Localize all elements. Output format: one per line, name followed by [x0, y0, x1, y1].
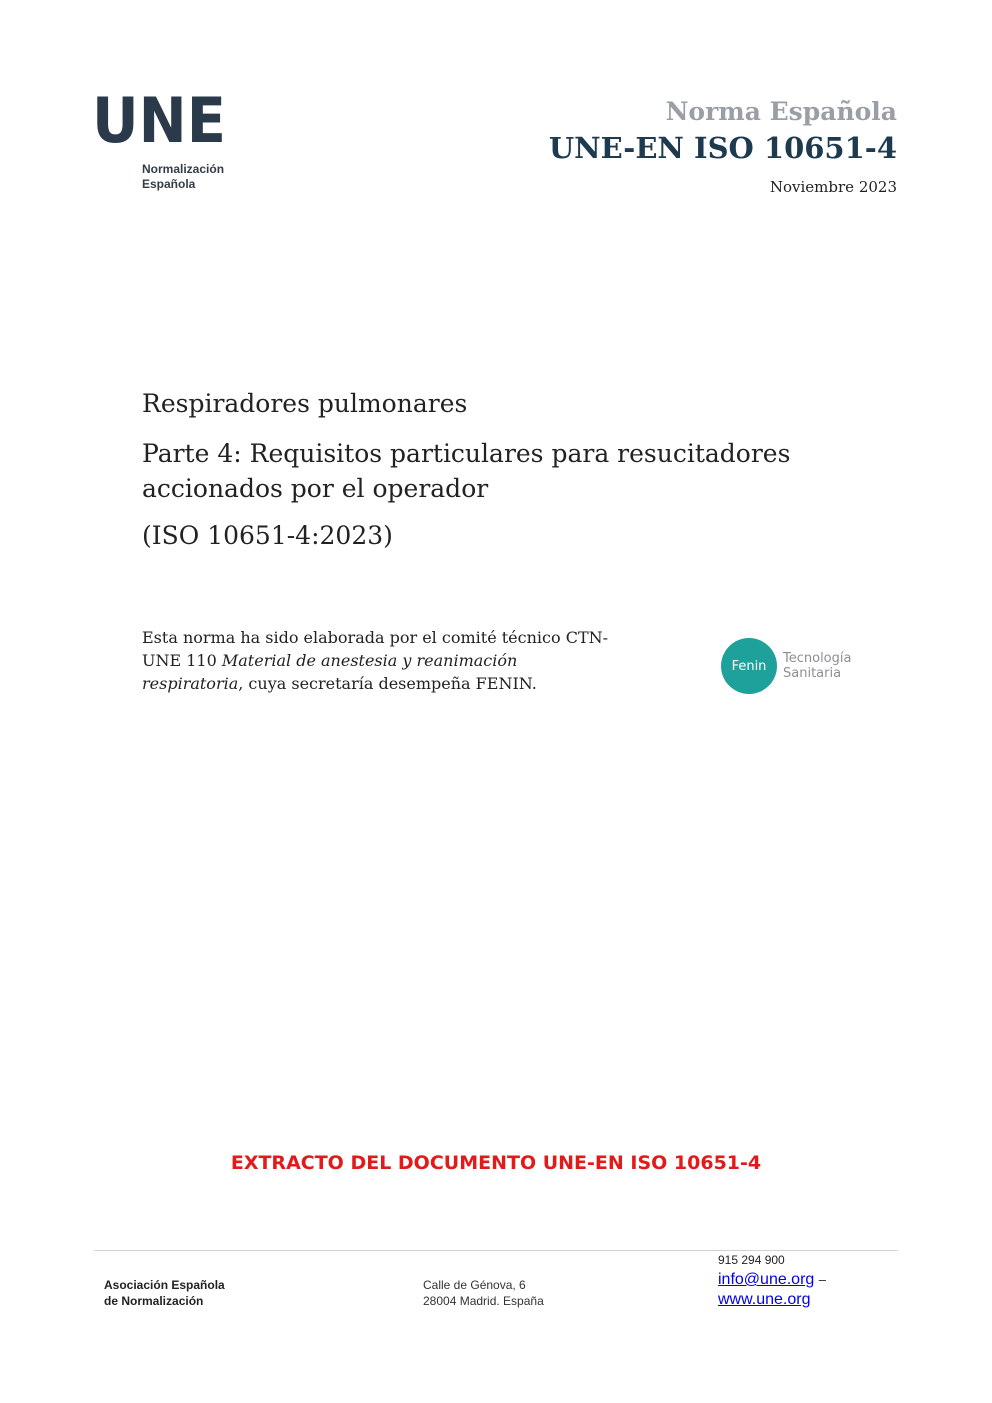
footer-org-line1: Asociación Española [104, 1278, 225, 1292]
extract-notice: EXTRACTO DEL DOCUMENTO UNE-EN ISO 10651-4 [230, 1152, 762, 1174]
committee-prefix: Esta norma ha sido elaborada por el comité técnico CTN-UNE 110 [142, 628, 609, 670]
fenin-logo [721, 638, 881, 696]
fenin-line1: Tecnología [783, 651, 852, 666]
footer-divider [94, 1250, 898, 1251]
footer-address [423, 1277, 544, 1309]
footer-org-line2: de Normalización [104, 1294, 204, 1308]
une-logo-line1: Normalización [142, 162, 225, 176]
document-title-block [142, 388, 822, 552]
footer-email-row [718, 1270, 826, 1290]
footer-address-line2: 28004 Madrid. España [423, 1294, 544, 1308]
une-logo-line2: Española [142, 177, 196, 191]
une-logo-mark [92, 90, 228, 146]
fenin-line2: Sanitaria [783, 666, 842, 681]
iso-reference: (ISO 10651-4:2023) [142, 521, 393, 550]
footer-contact [718, 1253, 826, 1310]
footer-organization [104, 1277, 225, 1309]
document-part-title: Parte 4: Requisitos particulares para resucitadores accionados por el operador [142, 439, 791, 503]
footer-web-row [718, 1290, 826, 1310]
document-header [549, 96, 897, 197]
standard-kicker: Norma Española [665, 97, 897, 126]
committee-suffix: , cuya secretaría desempeña FENIN. [238, 674, 537, 693]
fenin-badge: Fenin [721, 638, 777, 694]
publication-date: Noviembre 2023 [769, 178, 897, 196]
footer-address-line1: Calle de Génova, 6 [423, 1278, 526, 1292]
standard-code: UNE-EN ISO 10651-4 [548, 131, 897, 165]
footer-phone: 915 294 900 [718, 1253, 785, 1267]
footer-separator: – [818, 1272, 826, 1287]
svg-text:UNE: UNE [92, 90, 226, 146]
committee-statement [142, 626, 612, 695]
committee-name: Material de anestesia y reanimación respiratoria [142, 651, 518, 693]
footer-web-link[interactable]: www.une.org [718, 1291, 811, 1308]
footer-email-link[interactable]: info@une.org [718, 1271, 815, 1288]
document-title: Respiradores pulmonares [142, 389, 468, 418]
